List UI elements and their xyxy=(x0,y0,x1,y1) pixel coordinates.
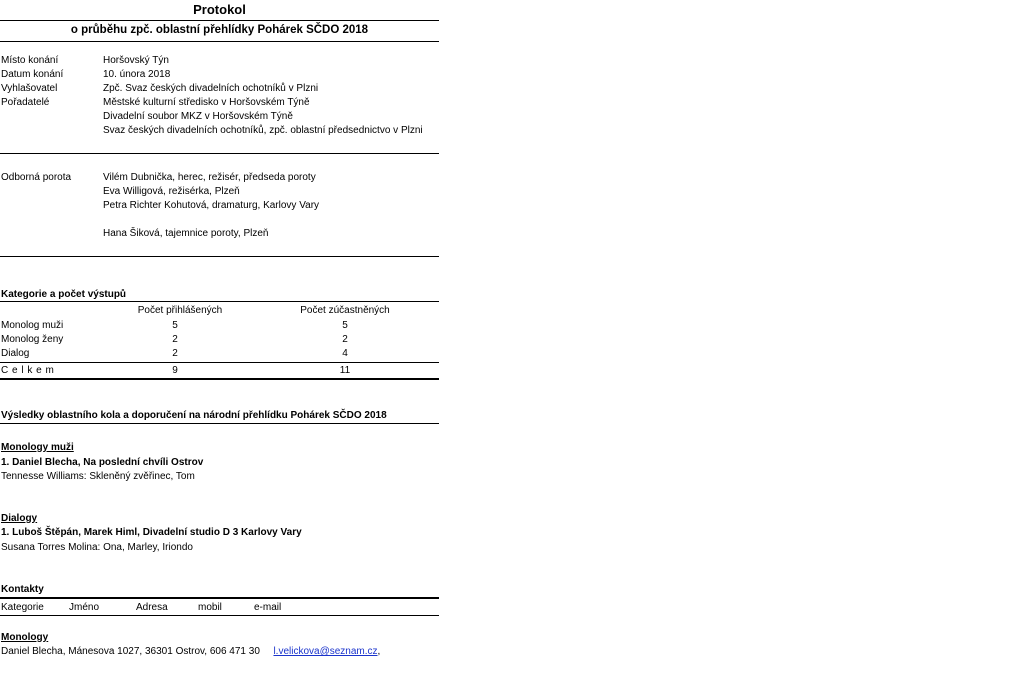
contact-email-link[interactable]: l.velickova@seznam.cz xyxy=(273,646,378,657)
announcer-label: Vyhlašovatel xyxy=(1,83,58,94)
place-label: Místo konání xyxy=(1,55,59,66)
dialogues-piece: Susana Torres Molina: Ona, Marley, Iriondo xyxy=(1,542,193,553)
info-divider xyxy=(0,153,439,154)
jury-member-2: Eva Willigová, režisérka, Plzeň xyxy=(103,186,240,197)
total-top-divider xyxy=(0,362,439,363)
dialogues-winner: 1. Luboš Štěpán, Marek Himl, Divadelní studio D 3 Karlovy Vary xyxy=(1,527,302,538)
contacts-col-address: Adresa xyxy=(136,602,168,613)
categories-heading-divider xyxy=(0,301,439,302)
document-title: Protokol xyxy=(193,2,246,17)
category-row-participated: 5 xyxy=(342,320,348,331)
contacts-bottom-divider xyxy=(0,615,439,616)
total-participated: 11 xyxy=(339,365,351,376)
contacts-col-email: e-mail xyxy=(254,602,282,613)
contacts-top-divider xyxy=(0,597,439,599)
col-participated-header: Počet zúčastněných xyxy=(300,305,390,316)
announcer-value: Zpč. Svaz českých divadelních ochotníků v Plzni xyxy=(103,83,319,94)
monologues-winner: 1. Daniel Blecha, Na poslední chvíli Ostrov xyxy=(1,457,204,468)
protocol-document xyxy=(0,0,440,682)
category-row-participated: 4 xyxy=(342,348,348,359)
results-heading: Výsledky oblastního kola a doporučení na národní přehlídku Pohárek SČDO 2018 xyxy=(1,410,387,421)
organizer-2: Divadelní soubor MKZ v Horšovském Týně xyxy=(103,111,293,122)
contact-entry-suffix: , xyxy=(377,646,381,657)
categories-heading: Kategorie a počet výstupů xyxy=(1,289,127,300)
contacts-heading: Kontakty xyxy=(1,584,44,595)
document-subtitle: o průběhu zpč. oblastní přehlídky Pohárek SČDO 2018 xyxy=(70,24,369,36)
category-row-registered: 2 xyxy=(172,334,178,345)
organizer-3: Svaz českých divadelních ochotníků, zpč. oblastní předsednictvo v Plzni xyxy=(103,125,423,136)
subtitle-divider xyxy=(0,41,439,42)
contact-entry-text: Daniel Blecha, Mánesova 1027, 36301 Ostrov, 606 471 30 xyxy=(1,646,260,657)
results-divider xyxy=(0,423,439,424)
contacts-section-monologues: Monology xyxy=(1,632,49,643)
jury-member-3: Petra Richter Kohutová, dramaturg, Karlovy Vary xyxy=(103,200,320,211)
category-row-registered: 5 xyxy=(172,320,178,331)
contacts-col-mobile: mobil xyxy=(198,602,222,613)
contacts-col-category: Kategorie xyxy=(1,602,44,613)
jury-divider xyxy=(0,256,439,257)
monologues-heading: Monology muži xyxy=(1,442,74,453)
category-row-participated: 2 xyxy=(342,334,348,345)
organizer-label: Pořadatelé xyxy=(1,97,50,108)
jury-member-1: Vilém Dubnička, herec, režisér, předseda poroty xyxy=(103,172,316,183)
category-row-name: Monolog muži xyxy=(1,320,64,331)
dialogues-heading: Dialogy xyxy=(1,513,38,524)
category-row-name: Monolog ženy xyxy=(1,334,64,345)
organizer-1: Městské kulturní středisko v Horšovském Týně xyxy=(103,97,310,108)
col-registered-header: Počet přihlášených xyxy=(137,305,223,316)
title-divider xyxy=(0,20,439,21)
total-bottom-divider xyxy=(0,378,439,380)
total-label: C e l k e m xyxy=(1,365,55,376)
category-row-name: Dialog xyxy=(1,348,30,359)
jury-secretary: Hana Šiková, tajemnice poroty, Plzeň xyxy=(103,228,269,239)
contact-entry xyxy=(1,646,380,658)
jury-label: Odborná porota xyxy=(1,172,72,183)
category-row-registered: 2 xyxy=(172,348,178,359)
date-value: 10. února 2018 xyxy=(103,69,171,80)
total-registered: 9 xyxy=(172,365,178,376)
place-value: Horšovský Týn xyxy=(103,55,169,66)
contacts-col-name: Jméno xyxy=(69,602,100,613)
monologues-piece: Tennesse Williams: Skleněný zvěřinec, Tom xyxy=(1,471,195,482)
date-label: Datum konání xyxy=(1,69,64,80)
